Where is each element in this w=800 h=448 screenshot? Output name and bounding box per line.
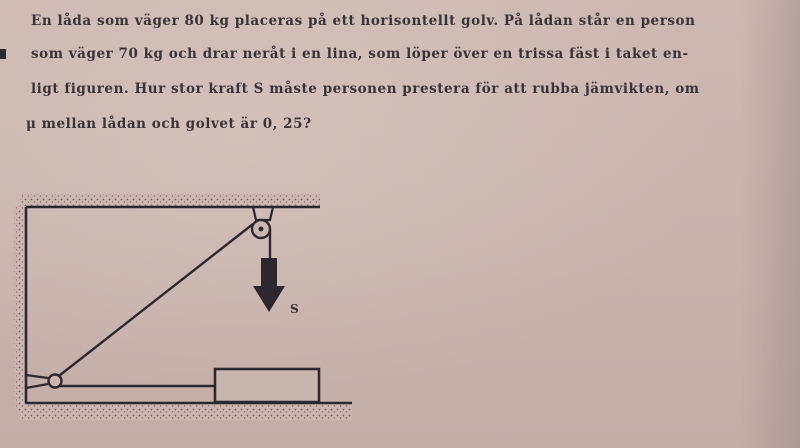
anchor-bracket	[26, 375, 48, 388]
diagonal-rope	[55, 224, 253, 379]
box	[215, 369, 319, 402]
force-label: S	[290, 302, 299, 316]
force-arrow-shaft	[261, 258, 277, 288]
anchor-ring	[49, 375, 62, 388]
problem-line-3: ligt figuren. Hur stor kraft S måste personen prestera för att rubba jämvikten, om	[31, 81, 700, 97]
pulley-diagram	[0, 150, 800, 448]
wall-hatching	[14, 206, 26, 410]
problem-text	[0, 0, 800, 150]
pulley-figure	[0, 150, 800, 448]
problem-line-2: som väger 70 kg och drar neråt i en lina, som löper över en trissa fäst i taket en-	[31, 46, 689, 62]
pulley-axle	[259, 227, 264, 232]
ceiling-hatching	[20, 194, 320, 206]
problem-line-1: En låda som väger 80 kg placeras på ett horisontellt golv. På lådan står en person	[31, 13, 696, 29]
force-arrow-head	[253, 286, 285, 312]
problem-line-4: μ mellan lådan och golvet är 0, 25?	[26, 116, 312, 132]
pulley-bracket	[253, 207, 273, 220]
floor-hatching	[20, 404, 352, 420]
